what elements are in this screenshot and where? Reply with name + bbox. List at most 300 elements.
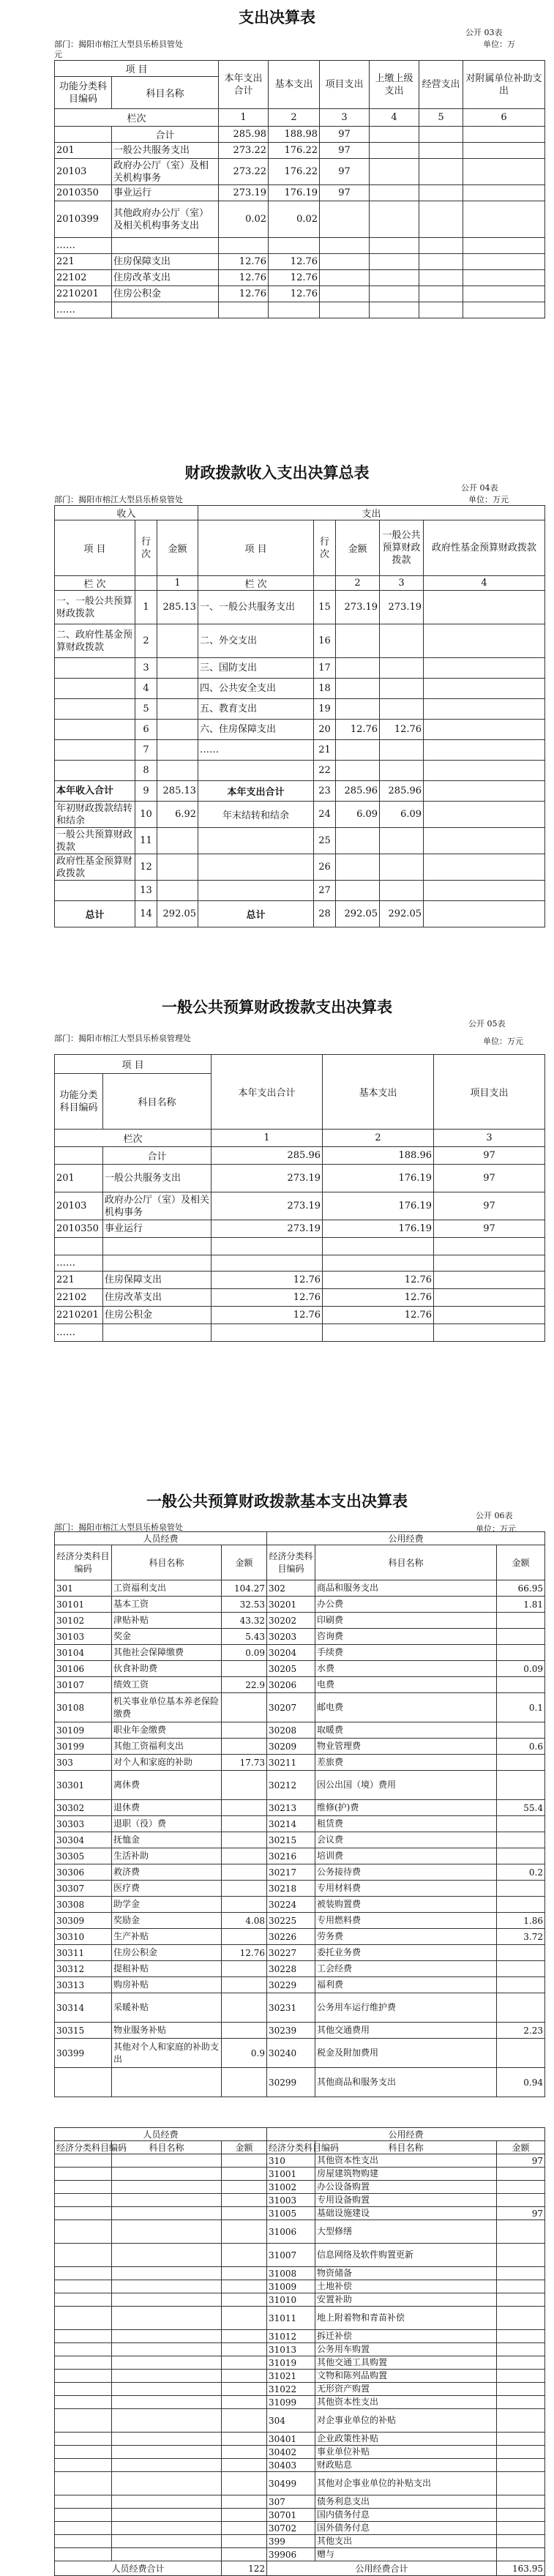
row-sub xyxy=(463,286,545,302)
table-row xyxy=(55,143,545,159)
per-amt: 43.32 xyxy=(222,1613,267,1629)
t1-col-label: 栏次 xyxy=(55,109,219,127)
per-name xyxy=(112,2535,222,2548)
pub-name: 公务用车购置 xyxy=(315,2343,497,2356)
pub-name: 安置补助 xyxy=(315,2293,497,2307)
row-total: 273.22 xyxy=(219,159,269,185)
per-amt: 0.09 xyxy=(222,1645,267,1661)
row-total: 0.02 xyxy=(219,201,269,238)
pub-amt: 3.72 xyxy=(497,1929,545,1945)
pub-amt xyxy=(497,2535,545,2548)
per-code xyxy=(55,2154,112,2168)
table-row xyxy=(55,2472,545,2495)
t2-col-num: 4 xyxy=(424,576,545,591)
t1-col-num: 5 xyxy=(419,109,463,127)
right-gen: 12.76 xyxy=(380,720,424,740)
per-code xyxy=(55,2356,112,2370)
row-upper xyxy=(370,201,419,238)
per-code xyxy=(55,2194,112,2207)
table-row xyxy=(55,1739,545,1755)
pub-code: 399 xyxy=(267,2535,315,2548)
t3-code: 公开 05表 xyxy=(468,1019,506,1028)
table-row xyxy=(55,2293,545,2307)
pub-amt: 97 xyxy=(497,2207,545,2220)
row-basic: 188.96 xyxy=(323,1147,434,1165)
per-amt xyxy=(222,1977,267,1993)
row-upper xyxy=(370,254,419,270)
pub-name: 委托业务费 xyxy=(315,1945,497,1961)
row-basic: 0.02 xyxy=(269,201,320,238)
per-code: 30314 xyxy=(55,1993,112,2023)
row-proj xyxy=(434,1255,545,1272)
pub-amt: 0.94 xyxy=(497,2068,545,2097)
right-name: 四、公共安全支出 xyxy=(198,679,314,699)
t4b-h-amt2: 金额 xyxy=(497,2141,545,2154)
row-basic xyxy=(323,1238,434,1255)
table-row xyxy=(55,1307,545,1324)
t3-col-num: 2 xyxy=(323,1130,434,1147)
per-amt xyxy=(222,1661,267,1677)
t2-col-num: 1 xyxy=(157,576,198,591)
t4b-h-pub: 公用经费 xyxy=(267,2128,545,2141)
table-row xyxy=(55,201,545,238)
pub-amt xyxy=(497,1977,545,1993)
t3-dept: 部门：揭阳市榕江大型县乐桥泉管理处 xyxy=(54,1034,191,1043)
table-row xyxy=(55,2168,545,2181)
pub-name: 邮电费 xyxy=(315,1693,497,1722)
pub-code: 30402 xyxy=(267,2446,315,2459)
table-row xyxy=(55,1580,545,1597)
row-sub xyxy=(463,302,545,318)
t1-col-num: 4 xyxy=(370,109,419,127)
pub-name: 手续费 xyxy=(315,1645,497,1661)
per-code xyxy=(55,2181,112,2194)
left-amt xyxy=(157,881,198,901)
pub-amt xyxy=(497,1645,545,1661)
row-code xyxy=(55,1147,103,1165)
pub-code: 30215 xyxy=(267,1832,315,1848)
t4-h-name: 科目名称 xyxy=(112,1545,222,1580)
table-row xyxy=(55,1255,545,1272)
left-name xyxy=(55,761,135,781)
row-code: 221 xyxy=(55,1272,103,1289)
per-code: 30305 xyxy=(55,1848,112,1864)
pub-amt xyxy=(497,1881,545,1897)
t1-code: 公开 03表 xyxy=(465,28,503,37)
table-row xyxy=(55,1832,545,1848)
pub-code: 39906 xyxy=(267,2548,315,2561)
row-basic: 176.19 xyxy=(323,1192,434,1220)
per-code xyxy=(55,2330,112,2343)
pub-name: 房屋建筑物购建 xyxy=(315,2168,497,2181)
per-code: 30313 xyxy=(55,1977,112,1993)
t4b-table xyxy=(54,2127,545,2576)
table-row xyxy=(55,1848,545,1864)
per-code xyxy=(55,2280,112,2293)
row-sub xyxy=(463,254,545,270)
pub-code: 31011 xyxy=(267,2307,315,2330)
table-row xyxy=(55,1816,545,1832)
per-amt: 17.73 xyxy=(222,1755,267,1771)
row-upper xyxy=(370,238,419,254)
pub-amt xyxy=(497,2396,545,2409)
row-total xyxy=(212,1238,323,1255)
pub-amt: 66.95 xyxy=(497,1580,545,1597)
per-name xyxy=(112,2370,222,2383)
per-name: 购房补贴 xyxy=(112,1977,222,1993)
pub-name: 无形资产购置 xyxy=(315,2383,497,2396)
pub-amt xyxy=(497,2459,545,2472)
left-name: 二、政府性基金预算财政拨款 xyxy=(55,624,135,658)
pub-name: 印刷费 xyxy=(315,1613,497,1629)
pub-amt xyxy=(497,2409,545,2433)
table-row xyxy=(55,2446,545,2459)
pub-amt xyxy=(497,1832,545,1848)
pub-code: 31007 xyxy=(267,2244,315,2267)
per-code: 30108 xyxy=(55,1693,112,1722)
row-name: 住房公积金 xyxy=(112,286,219,302)
table-row xyxy=(55,658,545,679)
table-row xyxy=(55,2194,545,2207)
row-code: …… xyxy=(55,1255,103,1272)
table-row xyxy=(55,1993,545,2023)
pub-code: 30299 xyxy=(267,2068,315,2097)
per-amt xyxy=(222,1832,267,1848)
per-amt xyxy=(222,1864,267,1881)
row-basic: 176.19 xyxy=(269,185,320,201)
t1-h-op: 经营支出 xyxy=(419,61,463,109)
pub-amt xyxy=(497,1848,545,1864)
per-code: 30307 xyxy=(55,1881,112,1897)
t4b-h-name2: 科目名称 xyxy=(315,2141,497,2154)
row-proj xyxy=(320,302,370,318)
per-code xyxy=(55,2244,112,2267)
right-gen: 6.09 xyxy=(380,802,424,828)
per-amt xyxy=(222,1800,267,1816)
row-name: 住房改革支出 xyxy=(112,270,219,286)
table-row xyxy=(55,2409,545,2433)
per-amt: 104.27 xyxy=(222,1580,267,1597)
per-code xyxy=(55,2472,112,2495)
right-gen xyxy=(380,761,424,781)
row-code: 2010399 xyxy=(55,201,112,238)
per-name: 绩效工资 xyxy=(112,1677,222,1693)
per-name: 其他对个人和家庭的补助支出 xyxy=(112,2039,222,2068)
row-proj xyxy=(434,1307,545,1324)
row-total xyxy=(219,302,269,318)
t3-h-code: 功能分类科目编码 xyxy=(55,1074,103,1130)
pub-amt xyxy=(497,2039,545,2068)
left-line: 1 xyxy=(135,591,157,624)
table-row xyxy=(55,1800,545,1816)
per-name: 退职（役）费 xyxy=(112,1816,222,1832)
per-amt xyxy=(222,2244,267,2267)
per-amt xyxy=(222,2207,267,2220)
right-gen xyxy=(380,624,424,658)
table-row xyxy=(55,1913,545,1929)
right-gen: 285.96 xyxy=(380,781,424,802)
t3-col-num: 3 xyxy=(434,1130,545,1147)
pub-name: 其他交通费用 xyxy=(315,2023,497,2039)
per-name: 其他社会保障缴费 xyxy=(112,1645,222,1661)
per-code: 30312 xyxy=(55,1961,112,1977)
per-name xyxy=(112,2396,222,2409)
pub-code: 30499 xyxy=(267,2472,315,2495)
left-name xyxy=(55,740,135,761)
table-row xyxy=(55,1661,545,1677)
row-total: 273.22 xyxy=(219,143,269,159)
row-basic: 176.22 xyxy=(269,159,320,185)
row-total: 12.76 xyxy=(219,286,269,302)
left-name: 总计 xyxy=(55,901,135,927)
table-row xyxy=(55,127,545,143)
per-name xyxy=(112,2446,222,2459)
row-upper xyxy=(370,143,419,159)
left-line: 5 xyxy=(135,699,157,720)
row-upper xyxy=(370,302,419,318)
per-amt xyxy=(222,1897,267,1913)
row-proj: 97 xyxy=(434,1147,545,1165)
table-row xyxy=(55,2356,545,2370)
per-code xyxy=(55,2343,112,2356)
row-basic xyxy=(323,1324,434,1342)
table-row xyxy=(55,802,545,828)
right-gen xyxy=(380,699,424,720)
row-sub xyxy=(463,238,545,254)
t4-h-amt2: 金额 xyxy=(497,1545,545,1580)
right-name xyxy=(198,854,314,881)
row-basic: 176.19 xyxy=(323,1165,434,1192)
per-amt xyxy=(222,2433,267,2446)
pub-code: 31001 xyxy=(267,2168,315,2181)
right-name: 本年支出合计 xyxy=(198,781,314,802)
t2-h-out: 支出 xyxy=(198,506,545,520)
table-row xyxy=(55,1238,545,1255)
per-name xyxy=(112,2181,222,2194)
left-name: 一、一般公共预算财政拨款 xyxy=(55,591,135,624)
right-line: 22 xyxy=(314,761,336,781)
right-line: 28 xyxy=(314,901,336,927)
t3-unit: 单位：万元 xyxy=(483,1037,523,1046)
row-name: 住房公积金 xyxy=(103,1307,212,1324)
t1-h-proj: 项目支出 xyxy=(320,61,370,109)
t4-title: 一般公共预算财政拨款基本支出决算表 xyxy=(146,1492,408,1510)
per-code: 30106 xyxy=(55,1661,112,1677)
table-row xyxy=(55,1755,545,1771)
table-row xyxy=(55,881,545,901)
row-proj: 97 xyxy=(320,143,370,159)
pub-amt xyxy=(497,2495,545,2509)
table-row xyxy=(55,1147,545,1165)
per-name xyxy=(112,2548,222,2561)
per-name xyxy=(112,2267,222,2280)
row-name xyxy=(112,302,219,318)
pub-name: 公务接待费 xyxy=(315,1864,497,1881)
pub-code: 30212 xyxy=(267,1771,315,1800)
right-fund xyxy=(424,781,545,802)
per-name: 基本工资 xyxy=(112,1597,222,1613)
pub-amt xyxy=(497,2280,545,2293)
row-name xyxy=(112,238,219,254)
row-code: 201 xyxy=(55,143,112,159)
row-code: …… xyxy=(55,1324,103,1342)
t4-foot-pub-amt: 163.95 xyxy=(497,2561,545,2576)
row-code: 2010350 xyxy=(55,1220,103,1238)
row-total: 12.76 xyxy=(219,254,269,270)
pub-name: 物业管理费 xyxy=(315,1739,497,1755)
pub-name: 专用燃料费 xyxy=(315,1913,497,1929)
per-name xyxy=(112,2244,222,2267)
t3-h-proj: 项目支出 xyxy=(434,1055,545,1130)
pub-name: 商品和服务支出 xyxy=(315,1580,497,1597)
per-name xyxy=(112,2220,222,2244)
right-name: …… xyxy=(198,740,314,761)
t2-col-num: 3 xyxy=(380,576,424,591)
pub-amt xyxy=(497,2244,545,2267)
pub-code: 31099 xyxy=(267,2396,315,2409)
per-amt xyxy=(222,1881,267,1897)
per-code: 30301 xyxy=(55,1771,112,1800)
per-name: 机关事业单位基本养老保险缴费 xyxy=(112,1693,222,1722)
row-name: 其他政府办公厅（室）及相关机构事务支出 xyxy=(112,201,219,238)
right-line: 19 xyxy=(314,699,336,720)
t2-dept: 部门：揭阳市榕江大型县乐桥泉管处 xyxy=(54,495,183,504)
per-name: 离休费 xyxy=(112,1771,222,1800)
per-name: 伙食补助费 xyxy=(112,1661,222,1677)
per-name xyxy=(112,2207,222,2220)
pub-name: 培训费 xyxy=(315,1848,497,1864)
pub-name: 办公设备购置 xyxy=(315,2181,497,2194)
row-code xyxy=(55,1238,103,1255)
table-row xyxy=(55,270,545,286)
per-code xyxy=(55,2370,112,2383)
right-fund xyxy=(424,802,545,828)
table-row xyxy=(55,2244,545,2267)
pub-name: 福利费 xyxy=(315,1977,497,1993)
pub-amt xyxy=(497,2330,545,2343)
t2-h-line: 行次 xyxy=(135,520,157,576)
left-line: 12 xyxy=(135,854,157,881)
per-code xyxy=(55,2409,112,2433)
t3-col-num: 1 xyxy=(212,1130,323,1147)
pub-code: 31006 xyxy=(267,2220,315,2244)
t3-h-total: 本年支出合计 xyxy=(212,1055,323,1130)
t4-table xyxy=(54,1531,545,2097)
per-code xyxy=(55,2535,112,2548)
per-code: 30107 xyxy=(55,1677,112,1693)
left-name xyxy=(55,720,135,740)
row-code: 2210201 xyxy=(55,1307,103,1324)
pub-name: 其他交通工具购置 xyxy=(315,2356,497,2370)
per-code xyxy=(55,2522,112,2535)
pub-name: 差旅费 xyxy=(315,1755,497,1771)
per-amt: 12.76 xyxy=(222,1945,267,1961)
per-amt xyxy=(222,2446,267,2459)
table-row xyxy=(55,1220,545,1238)
right-fund xyxy=(424,854,545,881)
table-row xyxy=(55,1272,545,1289)
per-name: 奖金 xyxy=(112,1629,222,1645)
pub-name: 其他商品和服务支出 xyxy=(315,2068,497,2097)
per-code xyxy=(55,2548,112,2561)
per-code xyxy=(55,2495,112,2509)
table-row xyxy=(55,1645,545,1661)
per-code: 303 xyxy=(55,1755,112,1771)
t4-h-pub: 公用经费 xyxy=(267,1532,545,1545)
row-total xyxy=(212,1255,323,1272)
table-row xyxy=(55,2154,545,2168)
per-code xyxy=(55,2446,112,2459)
table-row xyxy=(55,302,545,318)
per-code: 30103 xyxy=(55,1629,112,1645)
pub-code: 30201 xyxy=(267,1597,315,1613)
pub-code: 30211 xyxy=(267,1755,315,1771)
table-row xyxy=(55,1977,545,1993)
table-row xyxy=(55,2433,545,2446)
pub-amt: 97 xyxy=(497,2154,545,2168)
row-name: 住房改革支出 xyxy=(103,1289,212,1307)
table-row xyxy=(55,1881,545,1897)
pub-name: 对企事业单位的补贴 xyxy=(315,2409,497,2433)
pub-code: 310 xyxy=(267,2154,315,2168)
t4b-body xyxy=(55,2154,545,2561)
pub-amt: 0.2 xyxy=(497,1864,545,1881)
per-name xyxy=(112,2383,222,2396)
pub-name: 其他资本性支出 xyxy=(315,2154,497,2168)
per-amt xyxy=(222,2509,267,2522)
left-name: 一般公共预算财政拨款 xyxy=(55,828,135,854)
table-row xyxy=(55,624,545,658)
left-line: 8 xyxy=(135,761,157,781)
right-name xyxy=(198,881,314,901)
right-amt xyxy=(336,828,380,854)
t3-title: 一般公共预算财政拨款支出决算表 xyxy=(162,998,392,1016)
right-amt xyxy=(336,699,380,720)
t4-h-amt: 金额 xyxy=(222,1545,267,1580)
table-row xyxy=(55,2307,545,2330)
right-line: 20 xyxy=(314,720,336,740)
per-name: 工资福利支出 xyxy=(112,1580,222,1597)
t4-h-code: 经济分类科目编码 xyxy=(55,1545,112,1580)
right-fund xyxy=(424,828,545,854)
per-name: 对个人和家庭的补助 xyxy=(112,1755,222,1771)
pub-code: 30205 xyxy=(267,1661,315,1677)
right-amt: 285.96 xyxy=(336,781,380,802)
t1-col-num: 3 xyxy=(320,109,370,127)
t4b-h-name: 科目名称 xyxy=(112,2141,222,2154)
pub-code: 30208 xyxy=(267,1722,315,1739)
left-amt xyxy=(157,720,198,740)
t4b-h-code: 经济分类科目编码 xyxy=(55,2141,112,2154)
pub-code: 30229 xyxy=(267,1977,315,1993)
per-amt xyxy=(222,2168,267,2181)
t3-col-label: 栏次 xyxy=(55,1130,212,1147)
per-name: 采暖补贴 xyxy=(112,1993,222,2023)
pub-amt xyxy=(497,2383,545,2396)
t2-h-amt: 金额 xyxy=(157,520,198,576)
row-total: 273.19 xyxy=(219,185,269,201)
left-name xyxy=(55,658,135,679)
t4b-h-code2: 经济分类科目编码 xyxy=(267,2141,315,2154)
left-amt xyxy=(157,624,198,658)
per-name: 奖励金 xyxy=(112,1913,222,1929)
table-row xyxy=(55,901,545,927)
pub-code: 30204 xyxy=(267,1645,315,1661)
table-row xyxy=(55,2330,545,2343)
pub-name: 事业单位补贴 xyxy=(315,2446,497,2459)
pub-code: 30224 xyxy=(267,1897,315,1913)
pub-code: 304 xyxy=(267,2409,315,2433)
